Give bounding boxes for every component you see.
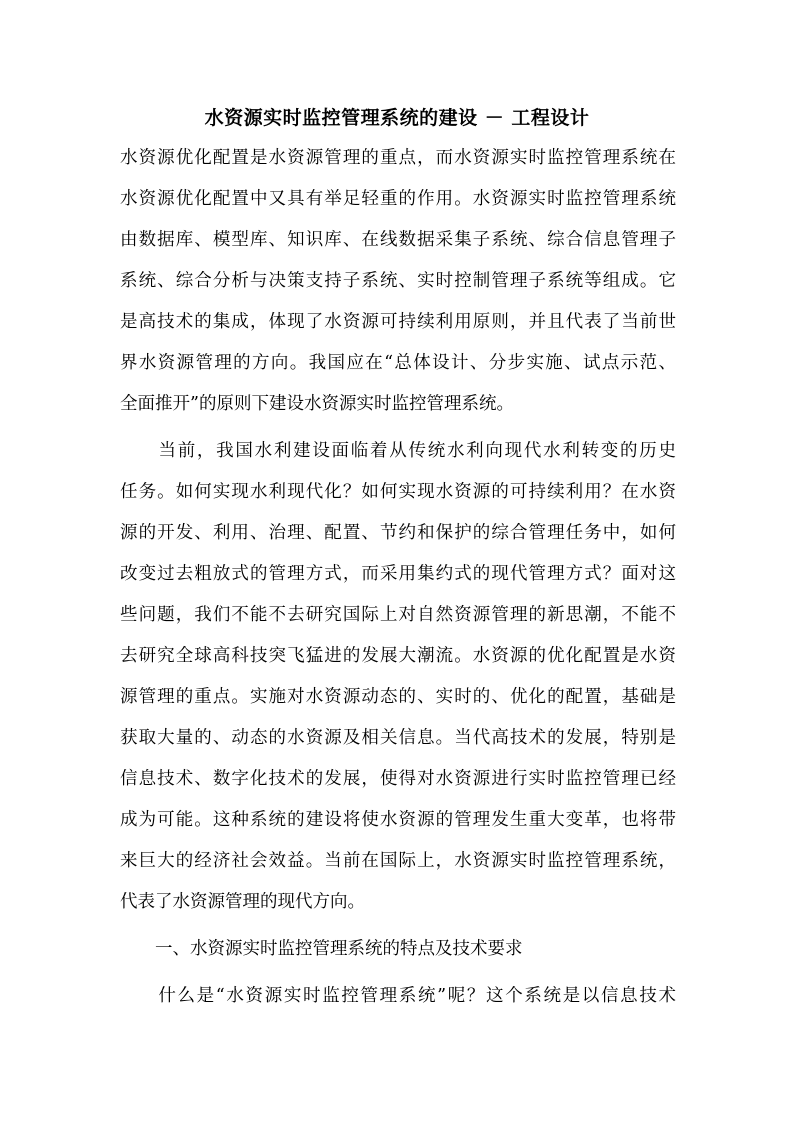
- paragraph-line: 些问题，我们不能不去研究国际上对自然资源管理的新思潮，不能不: [120, 605, 676, 625]
- paragraph-line: 源管理的重点。实施对水资源动态的、实时的、优化的配置，基础是: [120, 687, 676, 707]
- paragraph-line: 全面推开”的原则下建设水资源实时监控管理系统。: [120, 394, 514, 414]
- paragraph-line: 获取大量的、动态的水资源及相关信息。当代高技术的发展，特别是: [120, 728, 676, 748]
- paragraph-line: 什么是“水资源实时监控管理系统”呢？这个系统是以信息技术: [120, 986, 676, 1006]
- paragraph-line: 界水资源管理的方向。我国应在“总体设计、分步实施、试点示范、: [120, 353, 676, 373]
- paragraph-line: 系统、综合分析与决策支持子系统、实时控制管理子系统等组成。它: [120, 271, 676, 291]
- paragraph-line: 源的开发、利用、治理、配置、节约和保护的综合管理任务中，如何: [120, 523, 676, 543]
- paragraph-line: 成为可能。这种系统的建设将使水资源的管理发生重大变革，也将带: [120, 810, 676, 830]
- paragraph-line: 是高技术的集成，体现了水资源可持续利用原则，并且代表了当前世: [120, 312, 676, 332]
- paragraph-line: 水资源优化配置中又具有举足轻重的作用。水资源实时监控管理系统: [120, 189, 676, 209]
- document-title: 水资源实时监控管理系统的建设 － 工程设计: [204, 107, 590, 129]
- paragraph-line: 水资源优化配置是水资源管理的重点，而水资源实时监控管理系统在: [120, 148, 676, 168]
- paragraph-line: 信息技术、数字化技术的发展，使得对水资源进行实时监控管理已经: [120, 769, 676, 789]
- paragraph-line: 改变过去粗放式的管理方式，而采用集约式的现代管理方式？面对这: [120, 564, 676, 584]
- paragraph-line: 去研究全球高科技突飞猛进的发展大潮流。水资源的优化配置是水资: [120, 646, 676, 666]
- paragraph-line: 任务。如何实现水利现代化？如何实现水资源的可持续利用？在水资: [120, 482, 676, 502]
- paragraph-line: 由数据库、模型库、知识库、在线数据采集子系统、综合信息管理子: [120, 230, 676, 250]
- section-heading: 一、水资源实时监控管理系统的特点及技术要求: [120, 939, 523, 959]
- paragraph-line: 来巨大的经济社会效益。当前在国际上，水资源实时监控管理系统，: [120, 851, 676, 871]
- paragraph-line: 代表了水资源管理的现代方向。: [120, 892, 365, 912]
- paragraph-line: 当前，我国水利建设面临着从传统水利向现代水利转变的历史: [120, 441, 676, 461]
